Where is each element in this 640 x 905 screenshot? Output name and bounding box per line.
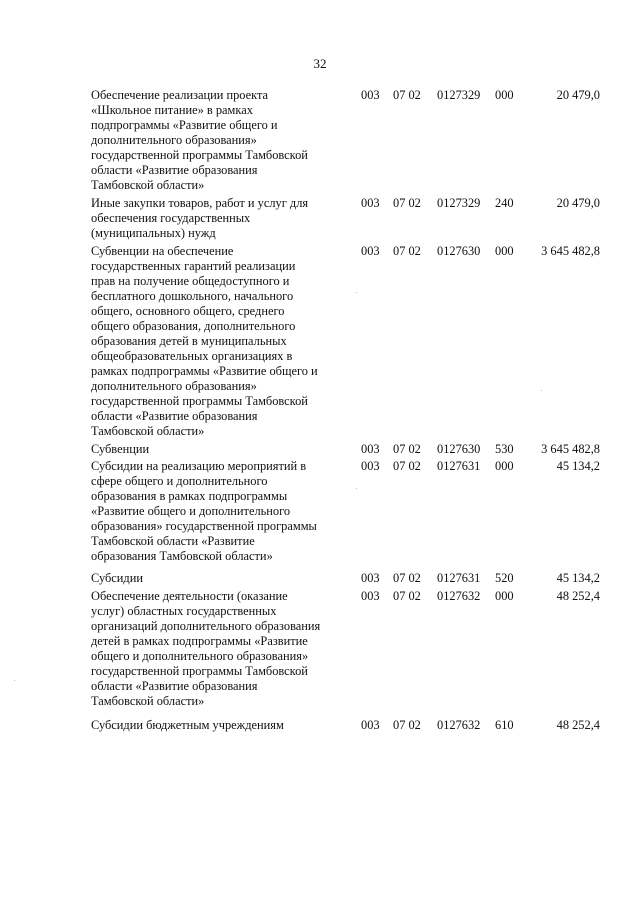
row-description: Иные закупки товаров, работ и услуг для обеспечения государственных (муниципальных) нужд <box>91 196 309 240</box>
section-code: 07 02 <box>393 459 421 473</box>
expense-type-code: 610 <box>495 718 514 732</box>
expense-type-code: 000 <box>495 589 514 603</box>
ministry-code: 003 <box>361 196 380 210</box>
article-code: 0127632 <box>437 718 481 732</box>
section-code: 07 02 <box>393 571 421 585</box>
section-code: 07 02 <box>393 718 421 732</box>
ministry-code: 003 <box>361 244 380 258</box>
article-code: 0127632 <box>437 589 481 603</box>
page-number: 32 <box>313 56 327 71</box>
amount: 20 479,0 <box>556 88 600 102</box>
row-description: Субвенции на обеспечение государственных гарантий реализации прав на получение общедоступного и бесплатного дошкольного, начального общего, основного общего, среднего общего образования, дополнительного образования детей в муниципальных общеобразовательных организациях в рамках подпрограммы «Развитие общего и дополнительного образования» государственной программы Тамбовской области «Развитие образования Тамбовской области» <box>91 244 318 438</box>
row-description: Субвенции <box>91 442 150 456</box>
table-row <box>91 196 604 241</box>
table-row <box>91 244 604 439</box>
row-description: Обеспечение деятельности (оказание услуг) областных государственных организаций дополнительного образования детей в рамках подпрограммы «Развитие общего и дополнительного образования» государственной программы Тамбовской области «Развитие образования Тамбовской области» <box>91 589 321 708</box>
section-code: 07 02 <box>393 88 421 102</box>
amount: 3 645 482,8 <box>541 244 600 258</box>
section-code: 07 02 <box>393 196 421 210</box>
article-code: 0127630 <box>437 244 481 258</box>
expense-type-code: 530 <box>495 442 514 456</box>
budget-table <box>91 88 604 733</box>
scan-speck <box>356 292 357 293</box>
scan-speck <box>14 680 15 681</box>
ministry-code: 003 <box>361 88 380 102</box>
amount: 48 252,4 <box>556 718 600 732</box>
amount: 45 134,2 <box>556 571 600 585</box>
article-code: 0127631 <box>437 571 481 585</box>
table-row <box>91 459 604 564</box>
ministry-code: 003 <box>361 442 380 456</box>
table-row <box>91 718 604 733</box>
ministry-code: 003 <box>361 718 380 732</box>
table-row <box>91 571 604 586</box>
expense-type-code: 000 <box>495 244 514 258</box>
expense-type-code: 240 <box>495 196 514 210</box>
article-code: 0127329 <box>437 88 481 102</box>
section-code: 07 02 <box>393 589 421 603</box>
row-description: Субсидии на реализацию мероприятий в сфере общего и дополнительного образования в рамках подпрограммы «Развитие общего и дополнительного образования» государственной программы Тамбовской области «Развитие образования Тамбовской области» <box>91 459 317 563</box>
row-description: Субсидии <box>91 571 143 585</box>
article-code: 0127631 <box>437 459 481 473</box>
row-description: Субсидии бюджетным учреждениям <box>91 718 284 732</box>
table-row <box>91 442 604 457</box>
article-code: 0127329 <box>437 196 481 210</box>
amount: 20 479,0 <box>556 196 600 210</box>
expense-type-code: 000 <box>495 88 514 102</box>
ministry-code: 003 <box>361 459 380 473</box>
amount: 3 645 482,8 <box>541 442 600 456</box>
article-code: 0127630 <box>437 442 481 456</box>
ministry-code: 003 <box>361 589 380 603</box>
amount: 48 252,4 <box>556 589 600 603</box>
row-description: Обеспечение реализации проекта «Школьное питание» в рамках подпрограммы «Развитие общего и дополнительного образования» государственной программы Тамбовской области «Развитие образования Тамбовской области» <box>91 88 308 192</box>
ministry-code: 003 <box>361 571 380 585</box>
section-code: 07 02 <box>393 244 421 258</box>
expense-type-code: 520 <box>495 571 514 585</box>
table-row <box>91 88 604 193</box>
section-code: 07 02 <box>393 442 421 456</box>
scan-speck <box>541 390 542 391</box>
amount: 45 134,2 <box>556 459 600 473</box>
expense-type-code: 000 <box>495 459 514 473</box>
table-row <box>91 589 604 709</box>
scan-speck <box>356 488 357 489</box>
